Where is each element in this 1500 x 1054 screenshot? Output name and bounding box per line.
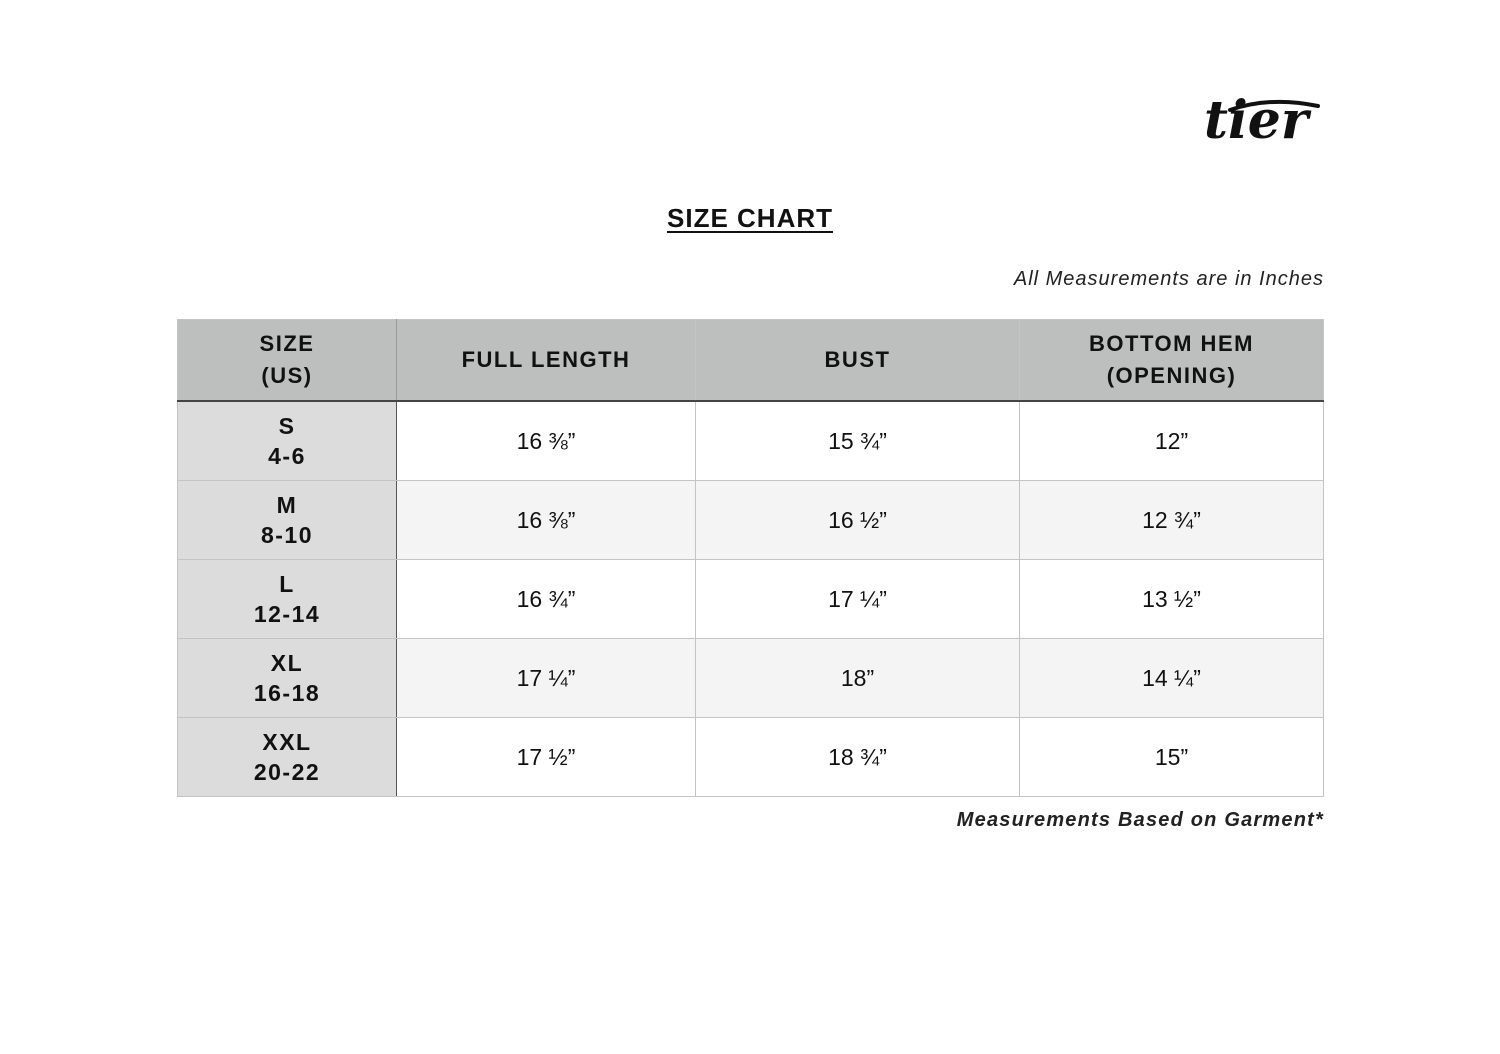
table-row: [178, 718, 1324, 797]
size-chart-table: [177, 319, 1324, 797]
bottom-hem-cell: 14 ¼”: [1020, 639, 1324, 718]
full-length-cell: 16 ⅜”: [397, 401, 696, 481]
garment-basis-note: Measurements Based on Garment*: [956, 809, 1324, 831]
page-title: SIZE CHART: [667, 203, 833, 233]
measurement-unit-note: All Measurements are in Inches: [1013, 268, 1324, 290]
header-full-length: FULL LENGTH: [397, 320, 696, 402]
header-bottom-hem: BOTTOM HEM (OPENING): [1020, 320, 1324, 402]
bust-cell: 15 ¾”: [696, 401, 1020, 481]
brand-logo-text: tier: [1204, 92, 1309, 151]
table-header-row: [178, 320, 1324, 402]
full-length-cell: 16 ¾”: [397, 560, 696, 639]
table-row: [178, 639, 1324, 718]
bust-cell: 16 ½”: [696, 481, 1020, 560]
size-cell: S 4-6: [178, 401, 397, 481]
size-cell: L 12-14: [178, 560, 397, 639]
table-row: [178, 560, 1324, 639]
bust-cell: 18”: [696, 639, 1020, 718]
header-size: SIZE (US): [178, 320, 397, 402]
size-cell: XXL 20-22: [178, 718, 397, 797]
size-cell: M 8-10: [178, 481, 397, 560]
bust-cell: 18 ¾”: [696, 718, 1020, 797]
table-row: [178, 401, 1324, 481]
bottom-hem-cell: 13 ½”: [1020, 560, 1324, 639]
bottom-hem-cell: 12”: [1020, 401, 1324, 481]
brand-logo: [1200, 92, 1322, 152]
bottom-hem-cell: 15”: [1020, 718, 1324, 797]
bust-cell: 17 ¼”: [696, 560, 1020, 639]
full-length-cell: 16 ⅜”: [397, 481, 696, 560]
size-cell: XL 16-18: [178, 639, 397, 718]
bottom-hem-cell: 12 ¾”: [1020, 481, 1324, 560]
full-length-cell: 17 ½”: [397, 718, 696, 797]
full-length-cell: 17 ¼”: [397, 639, 696, 718]
brand-logo-icon: [1200, 92, 1322, 152]
table-row: [178, 481, 1324, 560]
header-bust: BUST: [696, 320, 1020, 402]
